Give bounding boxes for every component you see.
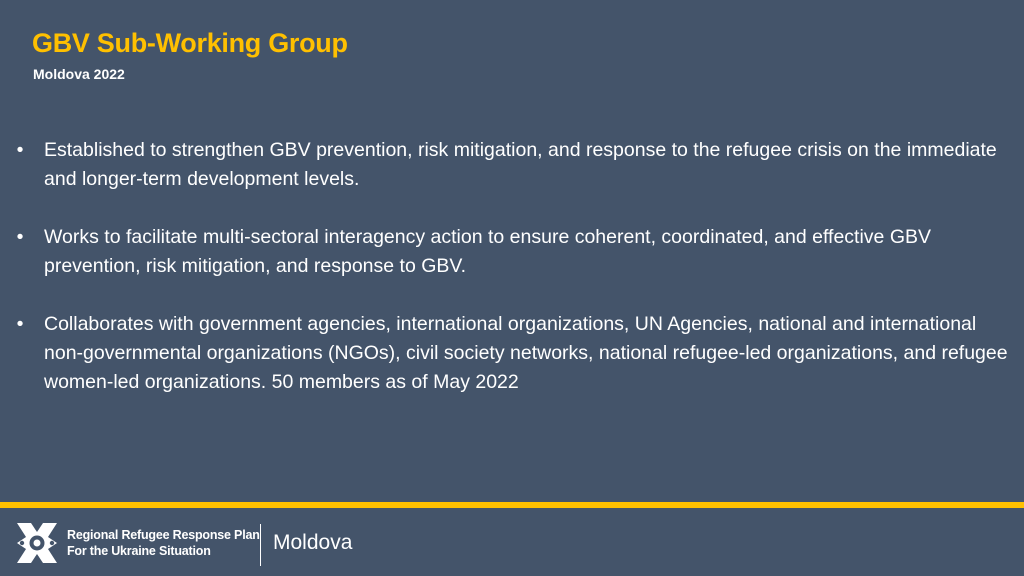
footer bbox=[0, 508, 1024, 576]
bullet-item bbox=[14, 136, 1009, 194]
bullet-dot: • bbox=[16, 226, 24, 248]
plan-name-line-1: Regional Refugee Response Plan bbox=[67, 528, 260, 542]
bullet-list bbox=[14, 136, 1009, 426]
rrp-logo-icon bbox=[14, 520, 60, 566]
slide-title: GBV Sub-Working Group bbox=[32, 28, 348, 58]
bullet-dot: • bbox=[16, 313, 24, 335]
slide-subtitle: Moldova 2022 bbox=[33, 66, 125, 82]
bullet-text: Works to facilitate multi-sectoral interagency action to ensure coherent, coordinated, and effective GBV prevention, risk mitigation, and response to GBV. bbox=[44, 226, 931, 277]
plan-name bbox=[67, 527, 260, 559]
bullet-text: Collaborates with government agencies, international organizations, UN Agencies, national and international non-governmental organizations (NGOs), civil society networks, national refugee-led organizations, and refugee women-led organizations. 50 members as of May 2022 bbox=[44, 313, 1008, 393]
footer-country: Moldova bbox=[273, 531, 353, 554]
bullet-item bbox=[14, 223, 1009, 281]
bullet-dot: • bbox=[16, 139, 24, 161]
bullet-item bbox=[14, 310, 1009, 397]
bullet-text: Established to strengthen GBV prevention, risk mitigation, and response to the refugee crisis on the immediate and longer-term development levels. bbox=[44, 139, 997, 190]
plan-name-line-2: For the Ukraine Situation bbox=[67, 544, 211, 558]
footer-divider bbox=[260, 524, 261, 566]
